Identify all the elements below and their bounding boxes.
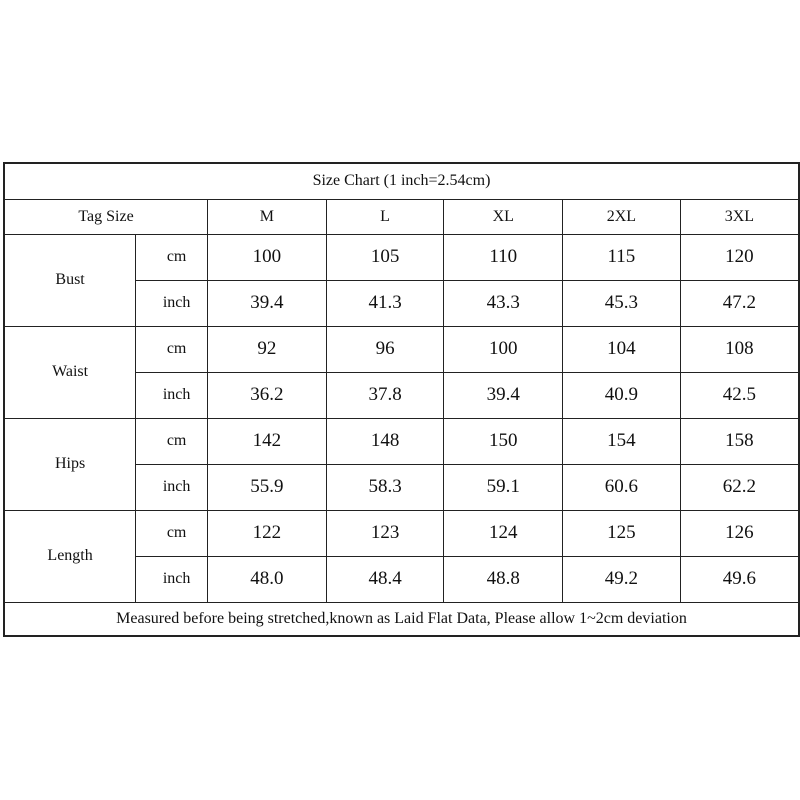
value-cell: 45.3 [563, 280, 681, 326]
value-cell: 60.6 [563, 464, 681, 510]
value-cell: 48.0 [208, 556, 327, 602]
unit-label: inch [136, 464, 208, 510]
value-cell: 58.3 [326, 464, 444, 510]
size-header: 2XL [563, 199, 681, 234]
chart-title: Size Chart (1 inch=2.54cm) [4, 163, 799, 199]
unit-label: cm [136, 418, 208, 464]
value-cell: 43.3 [444, 280, 563, 326]
value-cell: 36.2 [208, 372, 327, 418]
value-cell: 115 [563, 234, 681, 280]
value-cell: 108 [680, 326, 799, 372]
value-cell: 104 [563, 326, 681, 372]
value-cell: 123 [326, 510, 444, 556]
value-cell: 39.4 [444, 372, 563, 418]
measure-label: Waist [4, 326, 136, 418]
value-cell: 48.4 [326, 556, 444, 602]
size-header: XL [444, 199, 563, 234]
footnote: Measured before being stretched,known as Laid Flat Data, Please allow 1~2cm deviation [4, 602, 799, 636]
value-cell: 47.2 [680, 280, 799, 326]
value-cell: 37.8 [326, 372, 444, 418]
value-cell: 55.9 [208, 464, 327, 510]
value-cell: 126 [680, 510, 799, 556]
unit-label: inch [136, 280, 208, 326]
value-cell: 100 [444, 326, 563, 372]
value-cell: 110 [444, 234, 563, 280]
unit-label: cm [136, 234, 208, 280]
value-cell: 158 [680, 418, 799, 464]
tag-size-header: Tag Size [4, 199, 208, 234]
size-chart-table [3, 162, 800, 637]
unit-label: inch [136, 372, 208, 418]
value-cell: 49.2 [563, 556, 681, 602]
value-cell: 92 [208, 326, 327, 372]
table-row [4, 326, 799, 372]
value-cell: 59.1 [444, 464, 563, 510]
table-row [4, 602, 799, 636]
measure-label: Bust [4, 234, 136, 326]
unit-label: inch [136, 556, 208, 602]
table-row [4, 418, 799, 464]
value-cell: 120 [680, 234, 799, 280]
value-cell: 125 [563, 510, 681, 556]
value-cell: 62.2 [680, 464, 799, 510]
table-row [4, 234, 799, 280]
unit-label: cm [136, 326, 208, 372]
value-cell: 96 [326, 326, 444, 372]
value-cell: 150 [444, 418, 563, 464]
size-header: L [326, 199, 444, 234]
table-row [4, 510, 799, 556]
value-cell: 148 [326, 418, 444, 464]
size-header: M [208, 199, 327, 234]
value-cell: 154 [563, 418, 681, 464]
value-cell: 142 [208, 418, 327, 464]
value-cell: 48.8 [444, 556, 563, 602]
value-cell: 41.3 [326, 280, 444, 326]
value-cell: 40.9 [563, 372, 681, 418]
value-cell: 42.5 [680, 372, 799, 418]
measure-label: Hips [4, 418, 136, 510]
value-cell: 124 [444, 510, 563, 556]
value-cell: 100 [208, 234, 327, 280]
unit-label: cm [136, 510, 208, 556]
value-cell: 105 [326, 234, 444, 280]
value-cell: 122 [208, 510, 327, 556]
measure-label: Length [4, 510, 136, 602]
value-cell: 49.6 [680, 556, 799, 602]
size-header: 3XL [680, 199, 799, 234]
value-cell: 39.4 [208, 280, 327, 326]
